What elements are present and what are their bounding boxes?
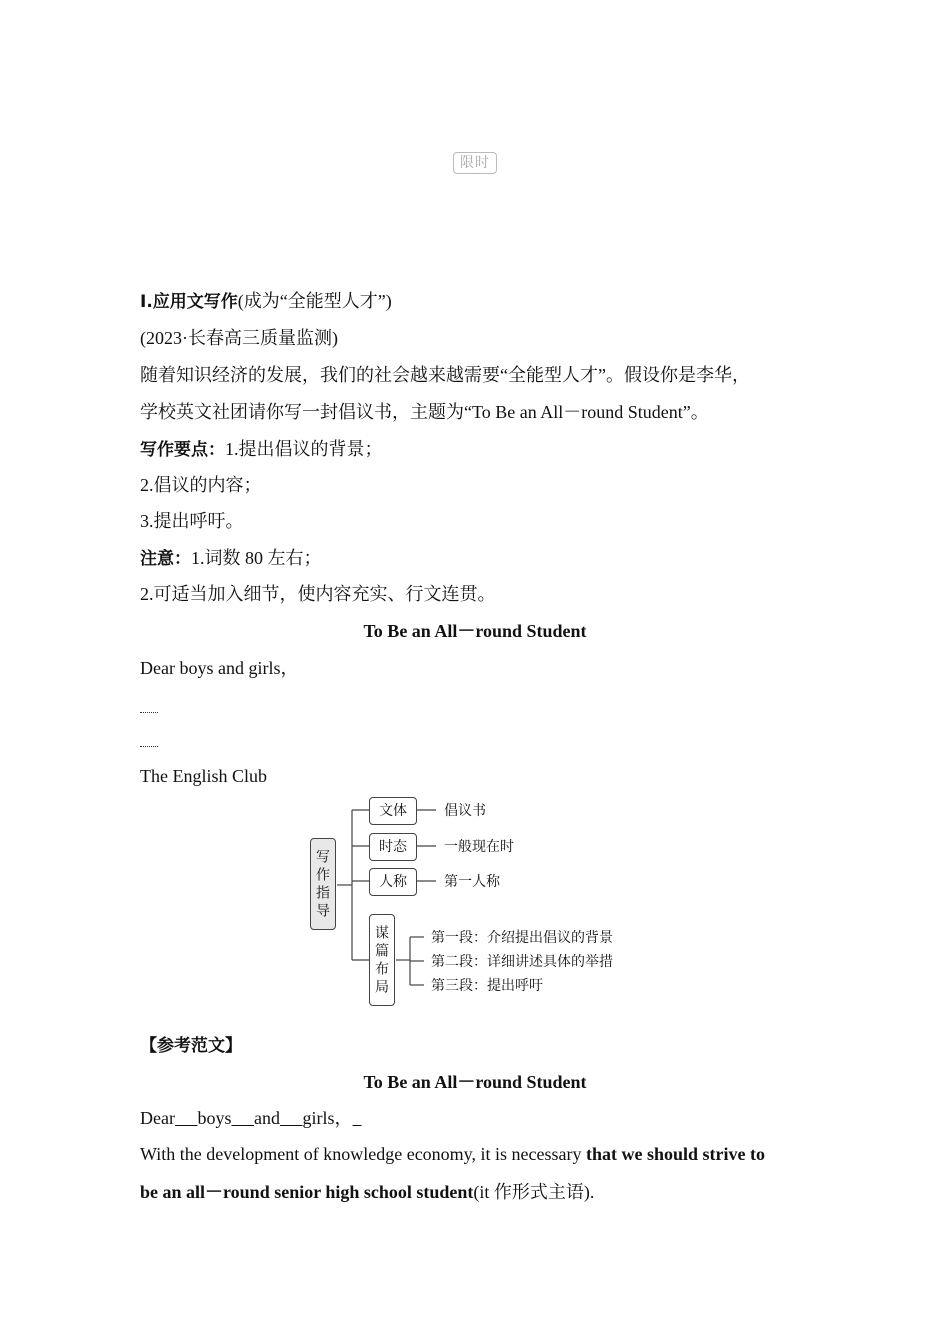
sample-greeting-word: boys <box>197 1108 232 1128</box>
diagram-layout-box: 谋篇布局 <box>369 914 395 1006</box>
section-title-rest: (成为“全能型人才”) <box>237 291 392 311</box>
diagram-branch-genre: 文体 <box>369 797 417 825</box>
diagram-branch-person-value: 第一人称 <box>444 874 500 890</box>
sample-greeting-word: girls， <box>302 1108 353 1128</box>
sample-title: To Be an All－round Student <box>363 1072 587 1092</box>
sample-text: (it 作形式主语). <box>473 1182 595 1202</box>
sample-bold-text: be an all－round senior high school student <box>140 1182 474 1202</box>
sample-greeting-word: and <box>254 1108 280 1128</box>
greeting: Dear boys and girls， <box>140 658 299 678</box>
point-3: 3.提出呼吁。 <box>140 511 244 531</box>
diagram-layout-item-2: 第二段：详细讲述具体的举措 <box>431 954 613 970</box>
sample-label <box>140 1033 242 1058</box>
sample-paragraph-line-2 <box>140 1180 594 1204</box>
note-2: 2.可适当加入细节，使内容充实、行文连贯。 <box>140 584 496 604</box>
note-label: 注意： <box>140 549 191 569</box>
prompt-line-2: 学校英文社团请你写一封倡议书，主题为“To Be an All－round Student”。 <box>140 402 709 422</box>
sample-label-text: 【参考范文】 <box>140 1036 242 1056</box>
sample-greeting-word: Dear <box>140 1108 175 1128</box>
prompt-line-1: 随着知识经济的发展，我们的社会越来越需要“全能型人才”。假设你是李华， <box>140 365 750 385</box>
diagram-branch-person: 人称 <box>369 868 417 896</box>
note-1: 1.词数 80 左右； <box>191 548 322 568</box>
writing-guide-diagram <box>300 790 660 1020</box>
point-2: 2.倡议的内容； <box>140 475 262 495</box>
answer-blank-line <box>140 746 158 747</box>
sample-greeting <box>140 1106 362 1130</box>
sample-bold-text: that we should strive to <box>585 1144 765 1164</box>
diagram-layout-item-1: 第一段：介绍提出倡议的背景 <box>431 930 613 946</box>
diagram-branch-tense: 时态 <box>369 833 417 861</box>
point-1: 1.提出倡议的背景； <box>225 439 383 459</box>
writing-points <box>140 437 383 462</box>
sample-paragraph-line-1 <box>140 1142 765 1166</box>
points-label: 写作要点： <box>140 440 225 460</box>
diagram-branch-genre-value: 倡议书 <box>444 803 486 819</box>
essay-title: To Be an All－round Student <box>363 621 587 641</box>
source-note: (2023·长春高三质量监测) <box>140 328 338 348</box>
time-limit-badge: 限时 <box>453 152 497 174</box>
notes <box>140 546 322 571</box>
signature: The English Club <box>140 766 267 786</box>
section-title-bold: Ⅰ.应用文写作 <box>140 292 238 312</box>
answer-blank-line <box>140 712 158 713</box>
diagram-root-box: 写作指导 <box>310 838 336 930</box>
diagram-branch-tense-value: 一般现在时 <box>444 839 514 855</box>
diagram-layout-item-3: 第三段：提出呼吁 <box>431 978 543 994</box>
sample-text: With the development of knowledge economy, it is necessary <box>140 1144 586 1164</box>
section-title <box>140 289 392 314</box>
